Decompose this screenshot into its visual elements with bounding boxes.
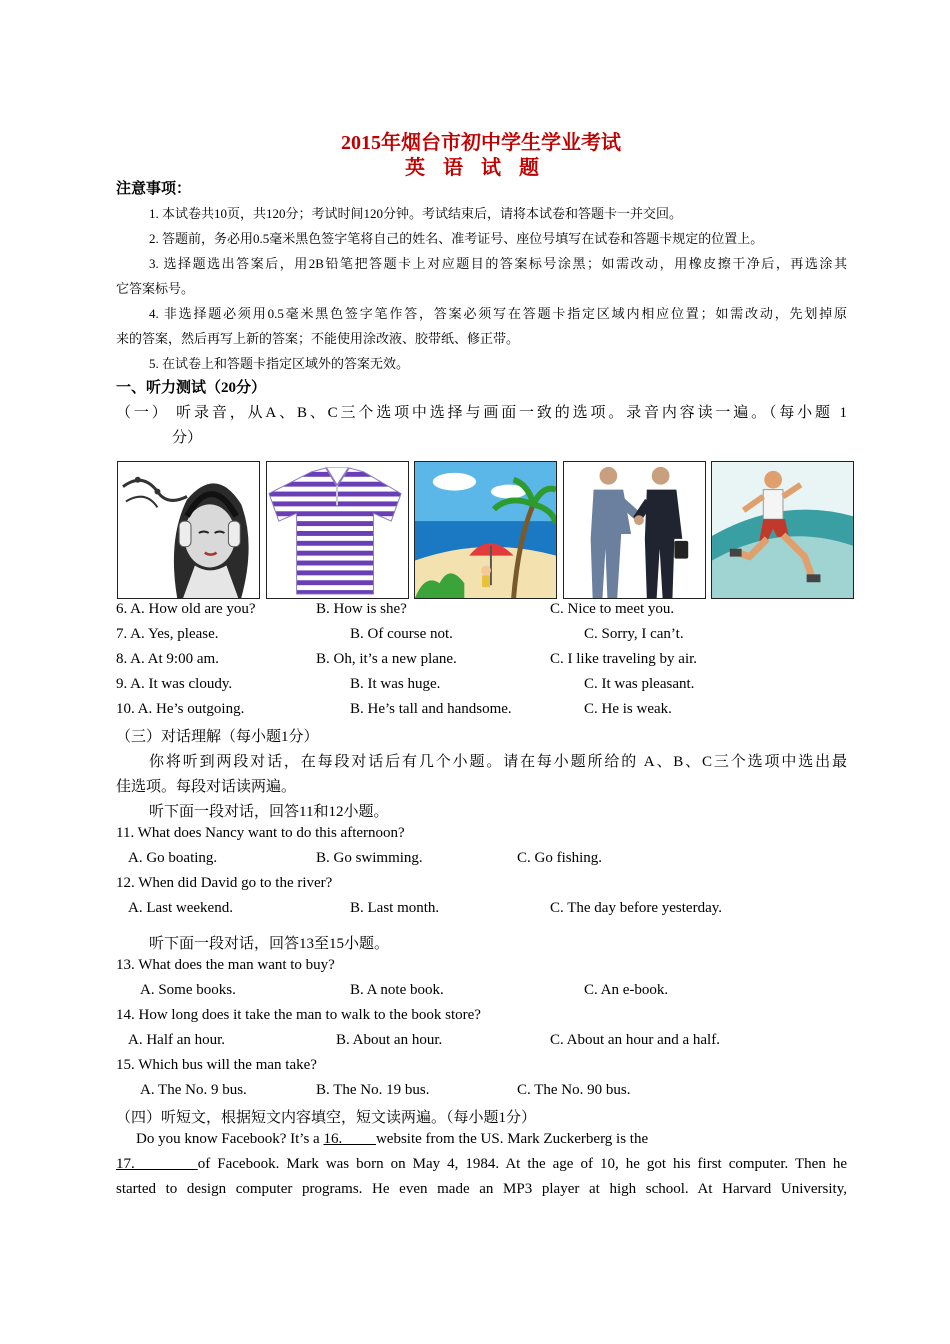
q14-option-b: B. About an hour. — [336, 1032, 443, 1048]
q6-option-c: C. Nice to meet you. — [550, 601, 675, 617]
passage-line-1 — [136, 1131, 648, 1148]
q6-option-a: 6. A. How old are you? — [116, 601, 256, 617]
part4-heading: （四）听短文，根据短文内容填空，短文读两遍。（每小题1分） — [116, 1110, 537, 1126]
q13-stem: 13. What does the man want to buy? — [116, 957, 335, 973]
part1-instruction-cont: 分） — [172, 430, 203, 446]
beach-icon — [414, 461, 557, 599]
handshake-icon — [563, 461, 706, 599]
passage-line-2 — [116, 1156, 847, 1173]
exam-subtitle: 英语试题 — [405, 157, 557, 179]
section1-heading: 一、听力测试（20分） — [116, 380, 267, 396]
striped-shirt-icon — [266, 461, 409, 599]
q14-option-c: C. About an hour and a half. — [550, 1032, 720, 1048]
q13-option-b: B. A note book. — [350, 982, 444, 998]
blank-16: 16. — [323, 1131, 376, 1147]
q14-stem: 14. How long does it take the man to walk to the book store? — [116, 1007, 481, 1023]
q10-option-b: B. He’s tall and handsome. — [350, 701, 512, 717]
runner-icon — [711, 461, 854, 599]
passage-text: website from the US. Mark Zuckerberg is the — [375, 1131, 649, 1147]
notice-item-4-cont: 来的答案，然后再写上新的答案；不能使用涂改液、胶带纸、修正带。 — [116, 331, 520, 346]
q13-option-a: A. Some books. — [140, 982, 236, 998]
q12-option-c: C. The day before yesterday. — [550, 900, 723, 916]
q7-option-a: 7. A. Yes, please. — [116, 626, 219, 642]
q13-option-c: C. An e-book. — [584, 982, 669, 998]
part3-intro-cont: 佳选项。每段对话读两遍。 — [116, 779, 297, 795]
q11-option-a: A. Go boating. — [128, 850, 218, 866]
q9-option-c: C. It was pleasant. — [584, 676, 695, 692]
q15-option-a: A. The No. 9 bus. — [140, 1082, 247, 1098]
q7-option-b: B. Of course not. — [350, 626, 453, 642]
q8-option-b: B. Oh, it’s a new plane. — [316, 651, 457, 667]
q11-option-c: C. Go fishing. — [517, 850, 603, 866]
notice-item-3: 3. 选择题选出答案后，用2B铅笔把答题卡上对应题目的答案标号涂黑；如需改动，用橡皮擦干净后，再选涂其 — [149, 256, 847, 271]
exam-title: 2015年烟台市初中学生学业考试 — [341, 132, 621, 154]
headphones-girl-icon — [117, 461, 260, 599]
q15-stem: 15. Which bus will the man take? — [116, 1057, 317, 1073]
dialog1-instruction: 听下面一段对话，回答11和12小题。 — [149, 804, 389, 820]
q14-option-a: A. Half an hour. — [128, 1032, 226, 1048]
notice-item-5: 5. 在试卷上和答题卡指定区域外的答案无效。 — [149, 356, 410, 371]
q7-option-c: C. Sorry, I can’t. — [584, 626, 684, 642]
notice-item-2: 2. 答题前，务必用0.5毫米黑色签字笔将自己的姓名、准考证号、座位号填写在试卷和答题卡规定的位置上。 — [149, 231, 764, 246]
q10-option-a: 10. A. He’s outgoing. — [116, 701, 245, 717]
notice-item-3-cont: 它答案标号。 — [116, 281, 195, 296]
q8-option-a: 8. A. At 9:00 am. — [116, 651, 219, 667]
q9-option-b: B. It was huge. — [350, 676, 441, 692]
passage-line-3: started to design computer programs. He even made an MP3 player at high school. At Harvard University, — [116, 1181, 847, 1197]
part1-instruction: （一） 听录音，从A、B、C三个选项中选择与画面一致的选项。录音内容读一遍。（每小题 1 — [116, 405, 847, 421]
q10-option-c: C. He is weak. — [584, 701, 672, 717]
notice-heading: 注意事项： — [116, 181, 192, 197]
passage-text: of Facebook. Mark was born on May 4, 1984. At the age of 10, he got his first computer. Then he — [197, 1156, 847, 1172]
passage-text: Do you know Facebook? It’s a — [136, 1131, 324, 1147]
q12-stem: 12. When did David go to the river? — [116, 875, 333, 891]
q15-option-c: C. The No. 90 bus. — [517, 1082, 631, 1098]
part3-intro: 你将听到两段对话，在每段对话后有几个小题。请在每小题所给的 A、B、C三个选项中选出最 — [149, 754, 847, 770]
q9-option-a: 9. A. It was cloudy. — [116, 676, 233, 692]
dialog2-instruction: 听下面一段对话，回答13至15小题。 — [149, 936, 390, 952]
q12-option-a: A. Last weekend. — [128, 900, 233, 916]
notice-item-1: 1. 本试卷共10页，共120分；考试时间120分钟。考试结束后，请将本试卷和答题卡一并交回。 — [149, 206, 683, 221]
q6-option-b: B. How is she? — [316, 601, 407, 617]
q11-option-b: B. Go swimming. — [316, 850, 423, 866]
q15-option-b: B. The No. 19 bus. — [316, 1082, 430, 1098]
q11-stem: 11. What does Nancy want to do this afternoon? — [116, 825, 405, 841]
notice-item-4: 4. 非选择题必须用0.5毫米黑色签字笔作答，答案必须写在答题卡指定区域内相应位置；如需改动，先划掉原 — [149, 306, 847, 321]
part3-heading: （三）对话理解（每小题1分） — [116, 729, 319, 745]
q12-option-b: B. Last month. — [350, 900, 440, 916]
blank-17: 17. — [116, 1156, 198, 1172]
q8-option-c: C. I like traveling by air. — [550, 651, 698, 667]
